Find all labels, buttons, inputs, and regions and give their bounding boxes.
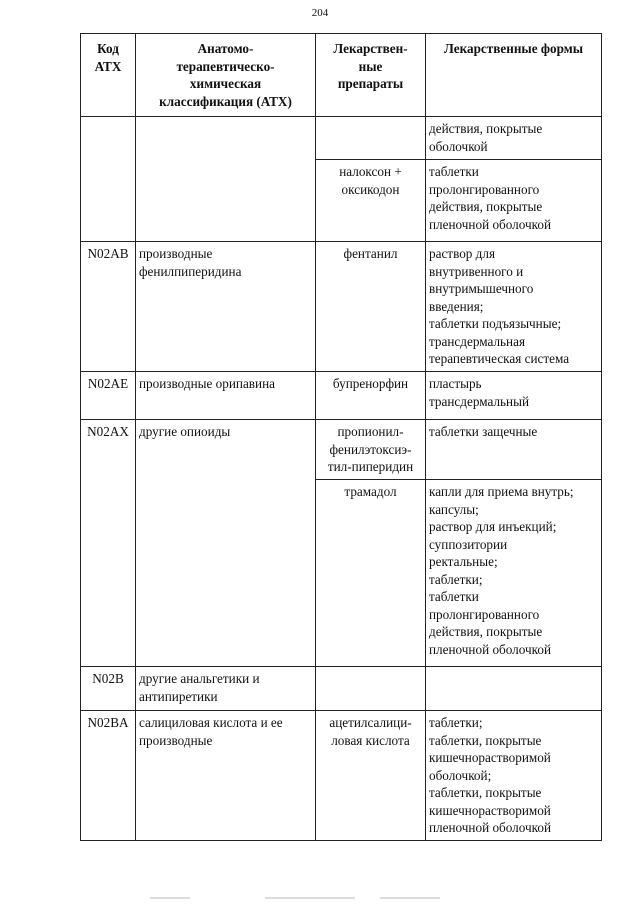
- cell-drug: ацетилсалици- ловая кислота: [316, 711, 426, 841]
- header-code: Код АТХ: [81, 34, 136, 117]
- table-row: [81, 372, 602, 420]
- cell-classification: другие опиоиды: [136, 420, 316, 667]
- header-forms: Лекарственные формы: [426, 34, 602, 117]
- cell-classification: салициловая кислота и ее производные: [136, 711, 316, 841]
- cell-forms: [426, 667, 602, 711]
- cell-forms: раствор для внутривенного и внутримышечного введения; таблетки подъязычные; трансдермальная терапевтическая система: [426, 242, 602, 372]
- table-row: [81, 711, 602, 841]
- scan-artifact: [150, 897, 190, 899]
- cell-forms: капли для приема внутрь; капсулы; раствор для инъекций; суппозитории ректальные; таблетки; таблетки пролонгированного действия, покрытые пленочной оболочкой: [426, 480, 602, 667]
- header-drugs: Лекарствен- ные препараты: [316, 34, 426, 117]
- cell-classification: производные фенилпиперидина: [136, 242, 316, 372]
- table-row: [81, 242, 602, 372]
- cell-classification: другие анальгетики и антипиретики: [136, 667, 316, 711]
- cell-code: N02B: [81, 667, 136, 711]
- scan-artifact: [380, 897, 440, 899]
- table-header-row: [81, 34, 602, 117]
- cell-forms: таблетки; таблетки, покрытые кишечнорастворимой оболочкой; таблетки, покрытые кишечнорастворимой пленочной оболочкой: [426, 711, 602, 841]
- scan-artifact: [265, 897, 355, 899]
- cell-forms: действия, покрытые оболочкой: [426, 117, 602, 160]
- cell-drug: фентанил: [316, 242, 426, 372]
- cell-drug: [316, 667, 426, 711]
- cell-code: N02AX: [81, 420, 136, 667]
- atx-drug-table: [80, 33, 602, 841]
- cell-forms: таблетки защечные: [426, 420, 602, 480]
- cell-forms: пластырь трансдермальный: [426, 372, 602, 420]
- cell-code: N02BA: [81, 711, 136, 841]
- page-number: 204: [311, 7, 329, 19]
- cell-drug: пропионил- фенилэтоксиэ- тил-пиперидин: [316, 420, 426, 480]
- table-row: [81, 667, 602, 711]
- cell-classification: производные орипавина: [136, 372, 316, 420]
- cell-drug: налоксон + оксикодон: [316, 160, 426, 242]
- header-classification: Анатомо- терапевтическо- химическая классификация (АТХ): [136, 34, 316, 117]
- cell-drug: бупренорфин: [316, 372, 426, 420]
- cell-forms: таблетки пролонгированного действия, покрытые пленочной оболочкой: [426, 160, 602, 242]
- cell-drug: [316, 117, 426, 160]
- table-row: [81, 117, 602, 160]
- cell-classification: [136, 117, 316, 242]
- cell-drug: трамадол: [316, 480, 426, 667]
- cell-code: N02AB: [81, 242, 136, 372]
- cell-code: [81, 117, 136, 242]
- table-row: [81, 420, 602, 480]
- cell-code: N02AE: [81, 372, 136, 420]
